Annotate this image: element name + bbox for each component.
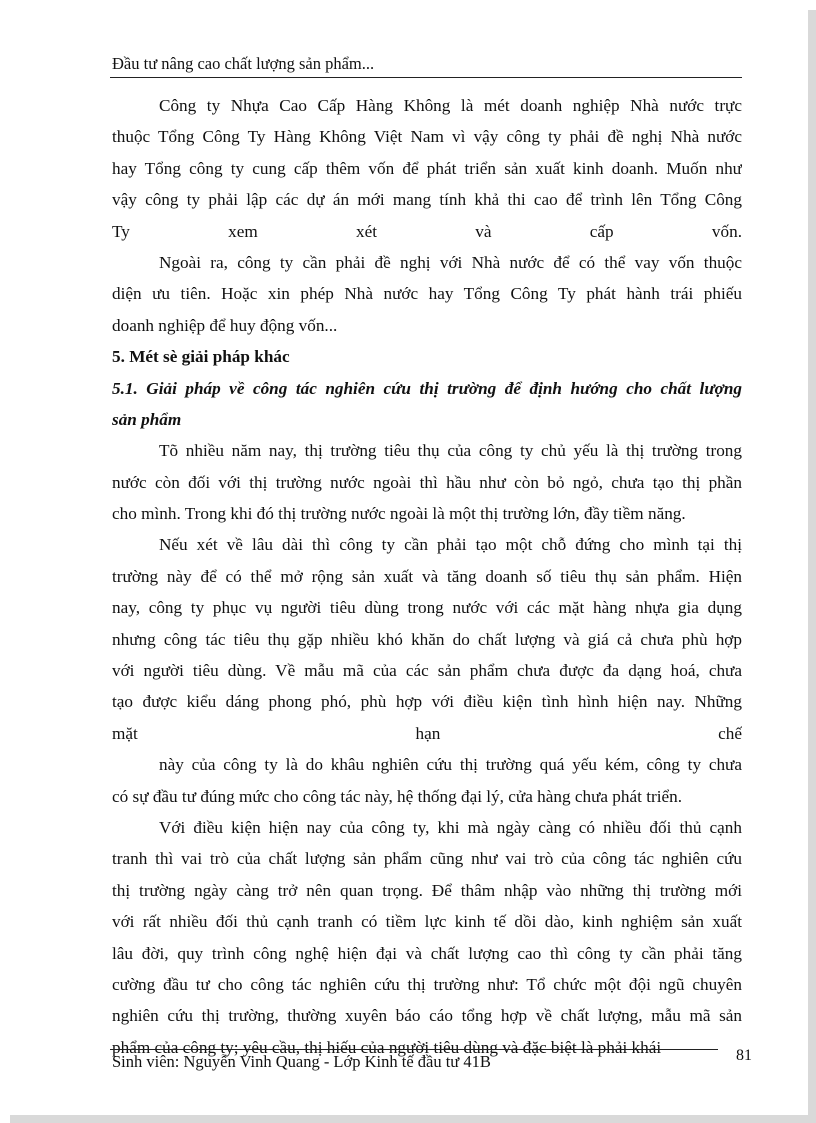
footer-rule (110, 1049, 718, 1050)
section-heading-5: 5. Mét sè giải pháp khác (112, 347, 290, 367)
paragraph-2 (112, 247, 742, 341)
text-line: lâu đời, quy trình công nghệ hiện đại và chất lượng cao thì công ty cần phải tăng (112, 943, 742, 963)
text-line: cho mình. Trong khi đó thị trường nước ngoài là một thị trường lớn, đầy tiềm năng. (112, 504, 686, 524)
text-line: thị trường ngày càng trở nên quan trọng. Để thâm nhập vào những thị trường mới (112, 880, 742, 900)
text-line: phẩm của công ty; yêu cầu, thị hiếu của người tiêu dùng và đặc biệt là phải khái (112, 1037, 662, 1057)
text-line: tranh thì vai trò của chất lượng sản phẩm cũng như vai trò của công tác nghiên cứu (112, 849, 742, 869)
paragraph-3 (112, 435, 742, 529)
text-line: này của công ty là do khâu nghiên cứu thị trường quá yếu kém, công ty chưa (159, 755, 742, 775)
text-line: nghiên cứu thị trường, thường xuyên báo cáo tổng hợp về chất lượng, mẫu mã sản (112, 1006, 742, 1026)
paragraph-5 (112, 812, 742, 1063)
text-line: Công ty Nhựa Cao Cấp Hàng Không là mét doanh nghiệp Nhà nước trực (159, 96, 742, 115)
header-rule (110, 77, 742, 78)
heading-line: 5.1. Giải pháp về công tác nghiên cứu thị trường để định hướng cho chất lượng (112, 378, 742, 398)
page-number: 81 (736, 1047, 752, 1064)
text-line: Ty xem xét và cấp vốn. (112, 221, 742, 241)
text-line: nước còn đối với thị trường nước ngoài thì hầu như còn bỏ ngỏ, chưa tạo thị phần (112, 472, 742, 492)
text-line: trường này để có thể mở rộng sản xuất và tăng doanh số tiêu thụ sản phẩm. Hiện (112, 566, 742, 586)
text-line: vậy công ty phải lập các dự án mới mang tính khả thi cao để trình lên Tổng Công (112, 190, 742, 210)
paragraph-1 (112, 90, 742, 247)
text-line: Với điều kiện hiện nay của công ty, khi mà ngày càng có nhiều đối thủ cạnh (159, 817, 742, 837)
subsection-heading-5-1 (112, 373, 742, 436)
text-line: với rất nhiều đối thủ cạnh tranh có tiềm lực kinh tế dồi dào, kinh nghiệm sản xuất (112, 912, 742, 932)
text-line: Nếu xét về lâu dài thì công ty cần phải tạo một chỗ đứng cho mình tại thị (159, 535, 742, 555)
text-line: mặt hạn chế (112, 723, 742, 743)
running-header: Đầu tư nâng cao chất lượng sản phẩm... (112, 54, 375, 73)
text-line: nay, công ty phục vụ người tiêu dùng trong nước với các mặt hàng nhựa gia dụng (112, 598, 742, 618)
text-line: nhưng công tác tiêu thụ gặp nhiều khó khăn do chất lượng và giá cả chưa phù hợp (112, 629, 742, 649)
heading-line: sản phẩm (112, 409, 182, 429)
text-line: Tõ nhiều năm nay, thị trường tiêu thụ của công ty chủ yếu là thị trường trong (159, 441, 742, 461)
document-body (112, 90, 742, 1063)
footer-author: Sinh viên: Nguyễn Vinh Quang - Lớp Kinh tế đầu tư 41B (112, 1052, 491, 1071)
text-line: cường đầu tư cho công tác nghiên cứu thị trường như: Tổ chức một đội ngũ chuyên (112, 974, 742, 994)
page-shadow-right (808, 10, 816, 1123)
text-line: Ngoài ra, công ty cần phải đề nghị với Nhà nước để có thể vay vốn thuộc (159, 252, 742, 272)
text-line: tạo được kiểu dáng phong phó, phù hợp với điều kiện tình hình hiện nay. Những (112, 692, 742, 712)
text-line: thuộc Tổng Công Ty Hàng Không Việt Nam vì vậy công ty phải đề nghị Nhà nước (112, 127, 742, 147)
text-line: hay Tổng công ty cung cấp thêm vốn để phát triển sản xuất kinh doanh. Muốn như (112, 158, 742, 178)
text-line: có sự đầu tư đúng mức cho công tác này, hệ thống đại lý, cửa hàng chưa phát triển. (112, 786, 682, 806)
page-shadow-bottom (10, 1115, 816, 1123)
text-line: diện ưu tiên. Hoặc xin phép Nhà nước hay Tổng Công Ty phát hành trái phiếu (112, 284, 742, 304)
paragraph-4 (112, 529, 742, 812)
text-line: với người tiêu dùng. Về mẫu mã của các sản phẩm chưa được đa dạng hoá, chưa (112, 661, 742, 681)
text-line: doanh nghiệp để huy động vốn... (112, 315, 338, 335)
